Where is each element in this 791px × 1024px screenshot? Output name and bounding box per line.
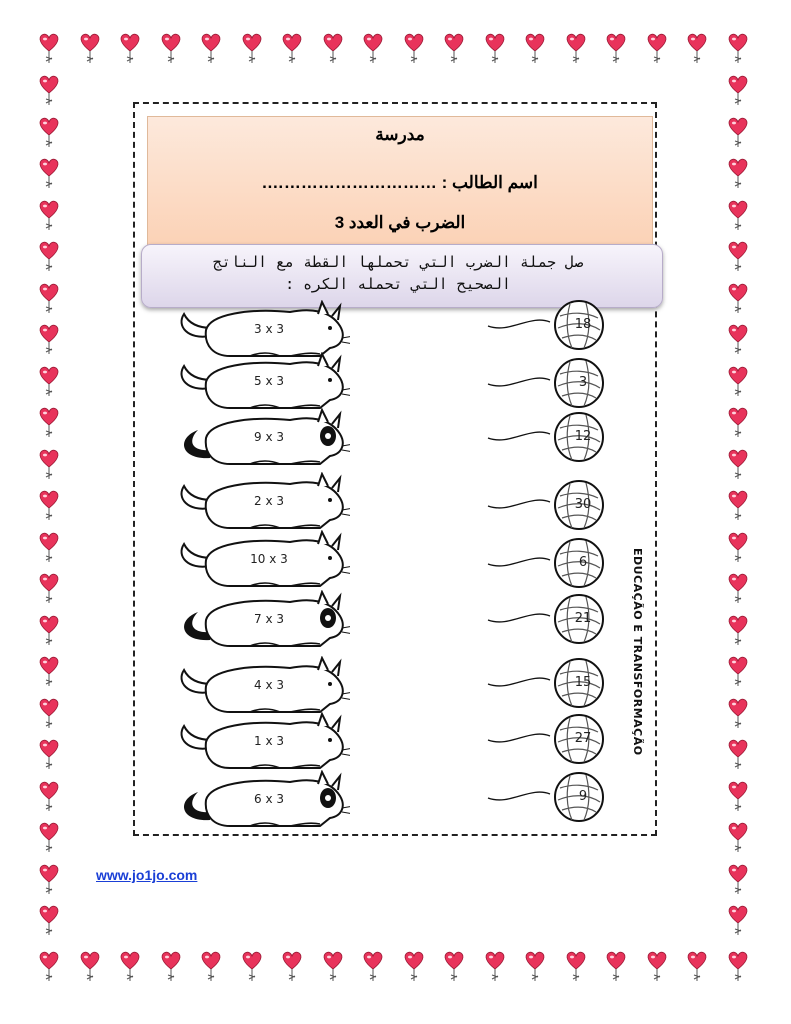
yarn-ball-number: 3 <box>578 375 588 390</box>
heart-icon <box>727 489 749 523</box>
heart-icon <box>727 157 749 191</box>
heart-icon <box>241 32 263 66</box>
heart-icon <box>38 199 60 233</box>
heart-icon <box>484 32 506 66</box>
yarn-string <box>480 670 560 710</box>
heart-icon <box>79 950 101 984</box>
website-link[interactable]: www.jo1jo.com <box>96 867 198 883</box>
yarn-string <box>480 370 560 410</box>
instruction-line-1: صل جملة الضرب التي تحملها القطة مع الناتج <box>212 253 584 271</box>
yarn-string <box>480 550 560 590</box>
heart-icon <box>727 32 749 66</box>
heart-icon <box>281 32 303 66</box>
heart-icon <box>160 32 182 66</box>
heart-icon <box>38 448 60 482</box>
heart-icon <box>686 32 708 66</box>
heart-icon <box>524 32 546 66</box>
heart-icon <box>38 904 60 938</box>
heart-icon <box>322 32 344 66</box>
heart-icon <box>38 116 60 150</box>
yarn-string <box>480 492 560 532</box>
heart-icon <box>727 950 749 984</box>
yarn-ball-number: 21 <box>574 611 592 626</box>
heart-icon <box>727 697 749 731</box>
yarn-string <box>480 606 560 646</box>
yarn-ball-number: 15 <box>574 675 592 690</box>
heart-icon <box>322 950 344 984</box>
heart-icon <box>362 32 384 66</box>
yarn-string <box>480 726 560 766</box>
yarn-string <box>480 784 560 824</box>
heart-icon <box>565 32 587 66</box>
heart-icon <box>727 531 749 565</box>
heart-icon <box>38 738 60 772</box>
yarn-ball-number: 12 <box>574 429 592 444</box>
heart-icon <box>727 74 749 108</box>
heart-icon <box>38 406 60 440</box>
heart-icon <box>38 157 60 191</box>
cat-multiplication-label: 6 x 3 <box>254 792 284 806</box>
heart-icon <box>38 655 60 689</box>
cat-multiplication-label: 1 x 3 <box>254 734 284 748</box>
cat-multiplication-label: 2 x 3 <box>254 494 284 508</box>
heart-icon <box>38 950 60 984</box>
instruction-line-2: الصحيح التي تحمله الكره : <box>285 275 511 293</box>
yarn-string <box>480 312 560 352</box>
heart-icon <box>38 780 60 814</box>
heart-icon <box>565 950 587 984</box>
heart-icon <box>160 950 182 984</box>
heart-icon <box>38 697 60 731</box>
cat-multiplication-label: 3 x 3 <box>254 322 284 336</box>
heart-icon <box>727 614 749 648</box>
heart-icon <box>403 32 425 66</box>
heart-icon <box>524 950 546 984</box>
heart-icon <box>686 950 708 984</box>
heart-icon <box>605 32 627 66</box>
heart-icon <box>38 489 60 523</box>
yarn-ball-number: 27 <box>574 731 592 746</box>
heart-icon <box>38 282 60 316</box>
heart-icon <box>200 950 222 984</box>
heart-icon <box>241 950 263 984</box>
heart-icon <box>119 32 141 66</box>
side-credit <box>626 548 650 778</box>
cat-multiplication-label: 4 x 3 <box>254 678 284 692</box>
heart-icon <box>281 950 303 984</box>
school-label: مدرسة <box>375 125 425 144</box>
heart-icon <box>727 116 749 150</box>
heart-icon <box>727 780 749 814</box>
heart-icon <box>403 950 425 984</box>
side-credit-text: EDUCAÇÃO E TRANSFORMAÇÃO <box>631 548 644 756</box>
heart-icon <box>727 904 749 938</box>
heart-icon <box>38 323 60 357</box>
cat-multiplication-label: 5 x 3 <box>254 374 284 388</box>
heart-icon <box>727 738 749 772</box>
heart-icon <box>443 32 465 66</box>
yarn-ball-number: 6 <box>578 555 588 570</box>
heart-icon <box>727 821 749 855</box>
heart-icon <box>646 950 668 984</box>
heart-icon <box>38 531 60 565</box>
heart-icon <box>38 572 60 606</box>
cat-multiplication-label: 10 x 3 <box>250 552 288 566</box>
heart-icon <box>38 614 60 648</box>
cat-multiplication-label: 9 x 3 <box>254 430 284 444</box>
heart-icon <box>646 32 668 66</box>
heart-icon <box>119 950 141 984</box>
heart-icon <box>727 240 749 274</box>
heart-icon <box>727 199 749 233</box>
lesson-title: الضرب في العدد 3 <box>334 213 466 232</box>
heart-icon <box>605 950 627 984</box>
heart-icon <box>38 74 60 108</box>
heart-icon <box>38 32 60 66</box>
heart-icon <box>727 655 749 689</box>
heart-icon <box>727 282 749 316</box>
heart-icon <box>443 950 465 984</box>
heart-icon <box>79 32 101 66</box>
yarn-ball-number: 9 <box>578 789 588 804</box>
heart-icon <box>727 448 749 482</box>
yarn-string <box>480 424 560 464</box>
heart-icon <box>727 863 749 897</box>
heart-icon <box>727 572 749 606</box>
cat-multiplication-label: 7 x 3 <box>254 612 284 626</box>
heart-icon <box>200 32 222 66</box>
yarn-ball-number: 18 <box>574 317 592 332</box>
heart-icon <box>727 406 749 440</box>
student-name-field: اسم الطالب : …………………………. <box>262 173 538 192</box>
heart-icon <box>38 365 60 399</box>
heart-icon <box>38 240 60 274</box>
heart-icon <box>362 950 384 984</box>
worksheet-header <box>147 116 653 246</box>
heart-icon <box>484 950 506 984</box>
heart-icon <box>727 323 749 357</box>
heart-icon <box>38 863 60 897</box>
yarn-ball-number: 30 <box>574 497 592 512</box>
heart-icon <box>727 365 749 399</box>
heart-icon <box>38 821 60 855</box>
